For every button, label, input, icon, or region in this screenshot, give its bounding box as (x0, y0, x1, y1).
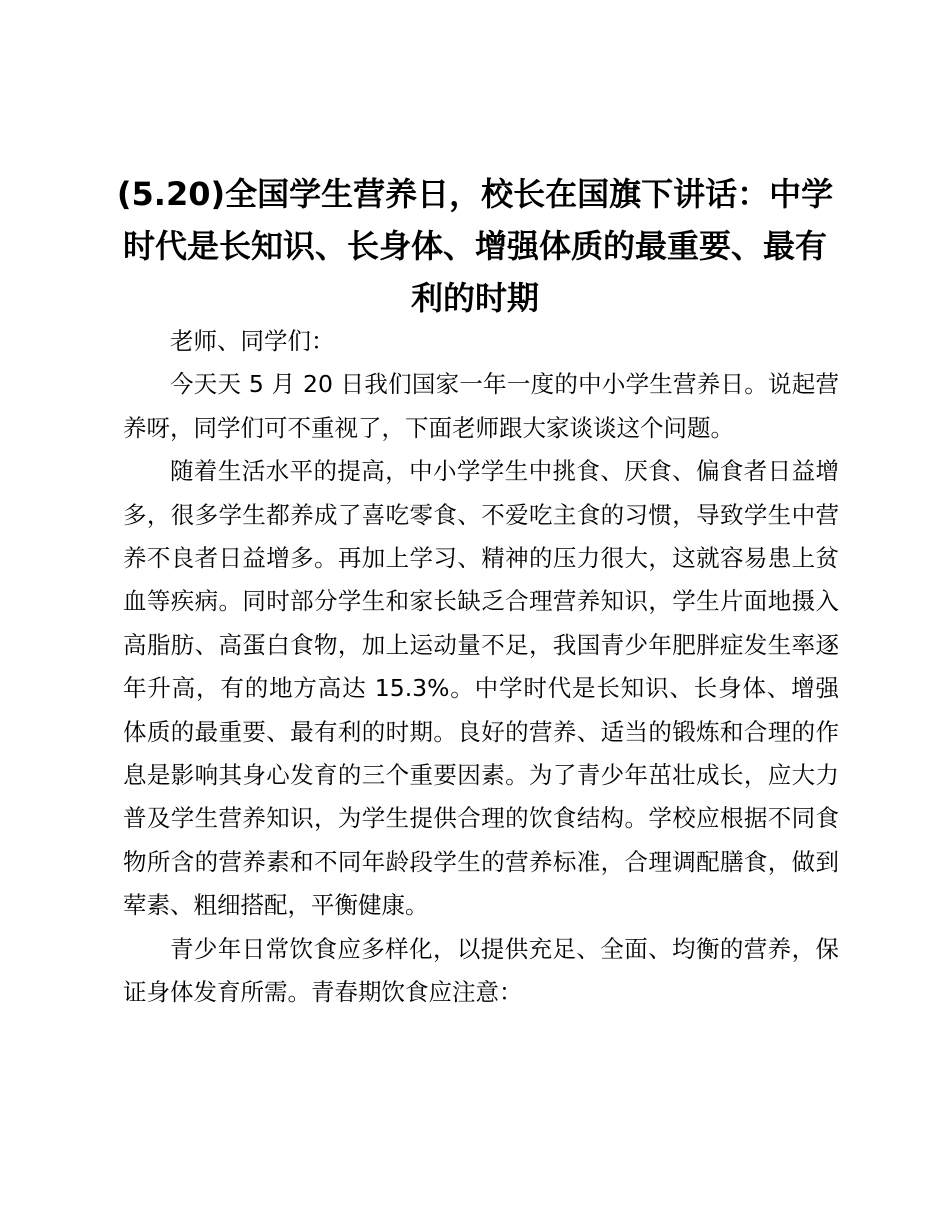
paragraph-intro: 今天天 5 月 20 日我们国家一年一度的中小学生营养日。说起营养呀，同学们可不重视了，下面老师跟大家谈谈这个问题。 (123, 370, 839, 442)
paragraph-main: 随着生活水平的提高，中小学学生中挑食、厌食、偏食者日益增多，很多学生都养成了喜吃零食、不爱吃主食的习惯，导致学生中营养不良者日益增多。再加上学习、精神的压力很大，这就容易患上贫血等疾病。同时部分学生和家长缺乏合理营养知识，学生片面地摄入高脂肪、高蛋白食物，加上运动量不足，我国青少年肥胖症发生率逐年升高，有的地方高达 15.3%。中学时代是长知识、长身体、增强体质的最重要、最有利的时期。良好的营养、适当的锻炼和合理的作息是影响其身心发育的三个重要因素。为了青少年茁壮成长，应大力普及学生营养知识，为学生提供合理的饮食结构。学校应根据不同食物所含的营养素和不同年龄段学生的营养标准，合理调配膳食，做到荤素、粗细搭配，平衡健康。 (123, 457, 839, 920)
paragraph-salutation: 老师、同学们： (170, 327, 335, 355)
document-body (123, 320, 839, 1015)
paragraph-diet: 青少年日常饮食应多样化，以提供充足、全面、均衡的营养，保证身体发育所需。青春期饮食应注意： (123, 934, 839, 1007)
document-title: (5.20)全国学生营养日，校长在国旗下讲话：中学时代是长知识、长身体、增强体质的最重要、最有利的时期 (116, 175, 834, 317)
